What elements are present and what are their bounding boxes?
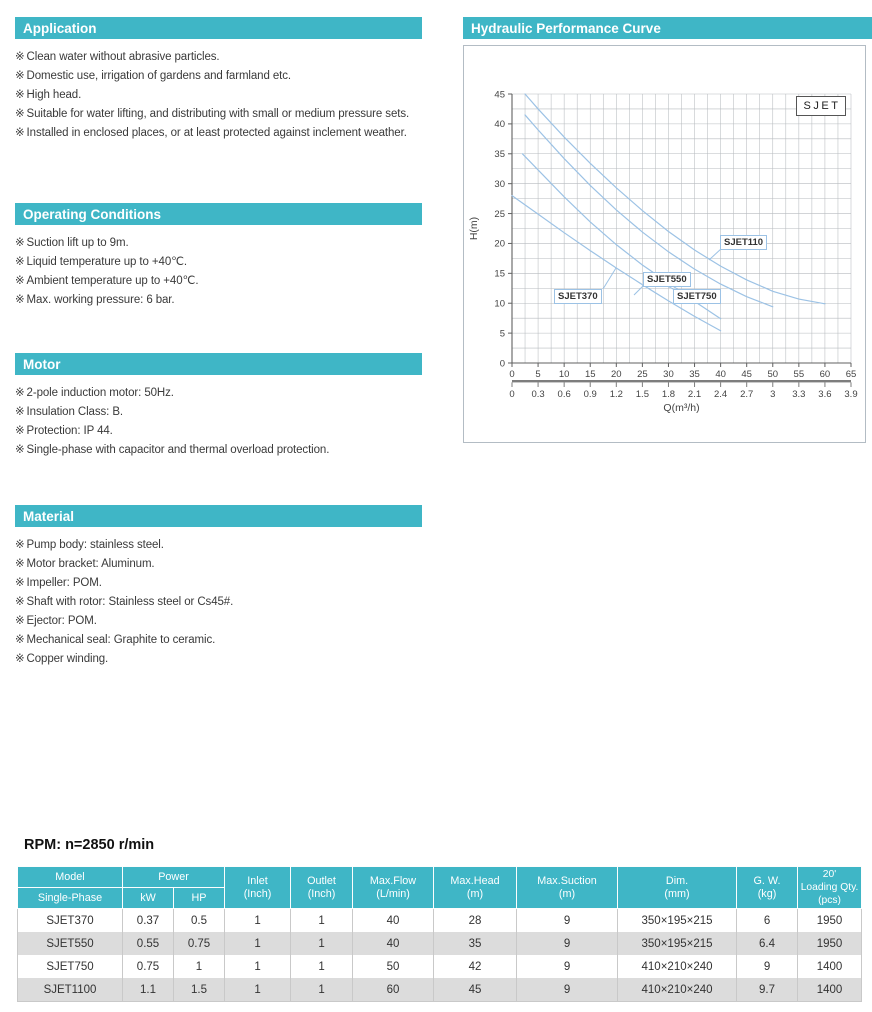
material-list (15, 536, 441, 669)
list-item (15, 48, 441, 67)
list-item-text: Impeller: POM. (26, 577, 102, 589)
table-cell: 1400 (798, 978, 862, 1002)
table-cell: 9 (517, 909, 618, 933)
list-item-text: Protection: IP 44. (26, 425, 113, 437)
list-item (15, 384, 441, 403)
list-item (15, 86, 441, 105)
table-cell: 6 (737, 909, 798, 933)
reference-mark: ※ (15, 539, 25, 551)
section-motor (15, 353, 422, 460)
col-max-suction-line2: (m) (558, 887, 576, 900)
col-power: Power (123, 867, 225, 888)
table-cell: 1 (225, 978, 291, 1002)
svg-text:35: 35 (494, 149, 505, 161)
list-item-text: Copper winding. (26, 653, 109, 665)
svg-text:25: 25 (494, 208, 505, 220)
table-cell: 1 (291, 978, 353, 1002)
table-cell: 40 (353, 909, 434, 933)
table-cell: 1950 (798, 909, 862, 933)
col-max-suction-line1: Max.Suction (537, 874, 597, 887)
reference-mark: ※ (15, 387, 25, 399)
list-item-text: Domestic use, irrigation of gardens and farmland etc. (26, 70, 291, 82)
table-cell: 60 (353, 978, 434, 1002)
list-item-text: Ejector: POM. (26, 615, 97, 627)
reference-mark: ※ (15, 444, 25, 456)
list-item-text: Insulation Class: B. (26, 406, 123, 418)
table-cell: 1.1 (123, 978, 174, 1002)
table-cell: 0.5 (174, 909, 225, 933)
svg-text:15: 15 (494, 268, 505, 280)
table-cell: 40 (353, 932, 434, 955)
chart-legend: SJET (796, 96, 846, 116)
table-cell: 9 (517, 932, 618, 955)
table-cell: 0.55 (123, 932, 174, 955)
col-gw (737, 867, 798, 909)
section-material (15, 505, 422, 669)
svg-text:55: 55 (793, 369, 805, 380)
table-cell: 42 (434, 955, 517, 978)
svg-text:0.3: 0.3 (531, 389, 545, 400)
reference-mark: ※ (15, 51, 25, 63)
col-max-head-line1: Max.Head (450, 874, 500, 887)
list-item-text: Motor bracket: Aluminum. (26, 558, 155, 570)
reference-mark: ※ (15, 406, 25, 418)
list-item (15, 650, 441, 669)
col-loading-qty (798, 867, 862, 909)
reference-mark: ※ (15, 653, 25, 665)
table-cell: SJET550 (18, 932, 123, 955)
list-item (15, 291, 441, 310)
col-max-suction (517, 867, 618, 909)
svg-text:0.6: 0.6 (557, 389, 571, 400)
application-list (15, 48, 441, 143)
col-max-head (434, 867, 517, 909)
svg-text:5: 5 (535, 369, 541, 380)
svg-text:20: 20 (494, 238, 505, 250)
table-cell: 0.37 (123, 909, 174, 933)
svg-text:3.9: 3.9 (844, 389, 858, 400)
col-loading-qty-line1: 20' (822, 869, 837, 880)
section-title-motor: Motor (15, 353, 422, 375)
col-max-flow (353, 867, 434, 909)
list-item (15, 593, 441, 612)
list-item (15, 67, 441, 86)
list-item (15, 631, 441, 650)
reference-mark: ※ (15, 275, 25, 287)
table-cell: 1.5 (174, 978, 225, 1002)
col-inlet-line1: Inlet (247, 874, 268, 887)
svg-text:H(m): H(m) (468, 216, 480, 241)
list-item-text: High head. (26, 89, 82, 101)
table-cell: 410×210×240 (618, 955, 737, 978)
table-cell: 1 (225, 932, 291, 955)
svg-text:2.4: 2.4 (714, 389, 728, 400)
table-cell: 0.75 (174, 932, 225, 955)
reference-mark: ※ (15, 615, 25, 627)
col-dim-line2: (mm) (664, 887, 690, 900)
svg-text:25: 25 (637, 369, 648, 380)
table-row (18, 932, 862, 955)
svg-text:50: 50 (767, 369, 779, 380)
svg-text:2.7: 2.7 (740, 389, 754, 400)
svg-text:30: 30 (663, 369, 674, 380)
reference-mark: ※ (15, 127, 25, 139)
table-cell: SJET750 (18, 955, 123, 978)
svg-text:1.8: 1.8 (661, 389, 676, 400)
svg-text:0.9: 0.9 (583, 389, 597, 400)
section-operating-conditions (15, 203, 422, 310)
table-cell: 28 (434, 909, 517, 933)
list-item (15, 105, 441, 124)
col-max-flow-line2: (L/min) (376, 887, 410, 900)
list-item-text: Liquid temperature up to +40℃. (26, 256, 188, 268)
reference-mark: ※ (15, 577, 25, 589)
svg-text:45: 45 (741, 369, 752, 380)
table-cell: 1400 (798, 955, 862, 978)
curve-label-sjet370: SJET370 (554, 289, 602, 304)
spec-table-header (18, 867, 862, 909)
table-cell: 350×195×215 (618, 909, 737, 933)
table-cell: 1 (225, 909, 291, 933)
svg-text:0: 0 (509, 369, 515, 380)
table-cell: 350×195×215 (618, 932, 737, 955)
svg-text:1.5: 1.5 (635, 389, 649, 400)
col-loading-qty-line3: (pcs) (818, 895, 841, 906)
svg-text:5: 5 (499, 328, 505, 340)
motor-list (15, 384, 441, 460)
table-cell: 50 (353, 955, 434, 978)
col-inlet (225, 867, 291, 909)
table-row (18, 978, 862, 1002)
list-item (15, 441, 441, 460)
list-item (15, 272, 441, 291)
list-item-text: Installed in enclosed places, or at least protected against inclement weather. (26, 127, 407, 139)
performance-chart (463, 45, 866, 443)
table-cell: 9 (737, 955, 798, 978)
table-cell: 35 (434, 932, 517, 955)
svg-text:0: 0 (509, 389, 515, 400)
reference-mark: ※ (15, 294, 25, 306)
section-title-application: Application (15, 17, 422, 39)
svg-text:2.1: 2.1 (687, 389, 702, 400)
list-item-text: Shaft with rotor: Stainless steel or Cs45#. (26, 596, 234, 608)
col-hp: HP (174, 888, 225, 909)
svg-text:20: 20 (611, 369, 622, 380)
svg-text:3.6: 3.6 (818, 389, 832, 400)
list-item-text: Max. working pressure: 6 bar. (26, 294, 175, 306)
table-row (18, 909, 862, 933)
col-gw-line2: (kg) (757, 887, 777, 900)
svg-text:1.2: 1.2 (609, 389, 623, 400)
list-item (15, 253, 441, 272)
table-row (18, 955, 862, 978)
reference-mark: ※ (15, 558, 25, 570)
svg-text:65: 65 (845, 369, 857, 380)
col-max-flow-line1: Max.Flow (369, 874, 417, 887)
col-max-head-line2: (m) (466, 887, 484, 900)
svg-text:Q(m³/h): Q(m³/h) (663, 402, 700, 414)
svg-text:10: 10 (558, 369, 570, 380)
reference-mark: ※ (15, 89, 25, 101)
table-cell: 45 (434, 978, 517, 1002)
list-item-text: Mechanical seal: Graphite to ceramic. (26, 634, 216, 646)
table-cell: SJET370 (18, 909, 123, 933)
list-item (15, 124, 441, 143)
col-gw-line1: G. W. (753, 874, 781, 887)
spec-table (17, 866, 862, 1002)
svg-text:30: 30 (494, 178, 505, 190)
reference-mark: ※ (15, 256, 25, 268)
reference-mark: ※ (15, 634, 25, 646)
col-loading-qty-line2: Loading Qty. (800, 882, 859, 893)
spec-table-body (18, 909, 862, 1002)
table-cell: 1 (174, 955, 225, 978)
section-title-operating-conditions: Operating Conditions (15, 203, 422, 225)
list-item-text: Single-phase with capacitor and thermal overload protection. (26, 444, 330, 456)
svg-text:3.3: 3.3 (792, 389, 806, 400)
list-item (15, 403, 441, 422)
col-dim (618, 867, 737, 909)
rpm-heading: RPM: n=2850 r/min (24, 837, 155, 853)
col-outlet-line2: (Inch) (307, 887, 336, 900)
svg-text:35: 35 (689, 369, 700, 380)
svg-text:40: 40 (494, 119, 505, 131)
list-item-text: Pump body: stainless steel. (26, 539, 164, 551)
table-cell: 1 (291, 932, 353, 955)
table-cell: 6.4 (737, 932, 798, 955)
col-inlet-line2: (Inch) (243, 887, 272, 900)
col-single-phase: Single-Phase (18, 888, 123, 909)
operating-conditions-list (15, 234, 441, 310)
table-cell: 9 (517, 978, 618, 1002)
svg-text:10: 10 (494, 298, 505, 310)
list-item (15, 574, 441, 593)
list-item (15, 422, 441, 441)
curve-label-sjet110: SJET110 (720, 235, 767, 250)
svg-text:45: 45 (494, 89, 505, 101)
svg-text:60: 60 (819, 369, 831, 380)
reference-mark: ※ (15, 596, 25, 608)
list-item-text: Suitable for water lifting, and distributing with small or medium pressure sets. (26, 108, 410, 120)
curve-label-sjet750: SJET750 (673, 289, 721, 304)
table-cell: 1 (291, 909, 353, 933)
col-model: Model (18, 867, 123, 888)
list-item (15, 612, 441, 631)
curve-label-sjet550: SJET550 (643, 272, 691, 287)
list-item (15, 536, 441, 555)
list-item-text: Clean water without abrasive particles. (26, 51, 220, 63)
list-item-text: Suction lift up to 9m. (26, 237, 129, 249)
section-title-hydraulic-performance-curve: Hydraulic Performance Curve (463, 17, 872, 39)
section-application (15, 17, 422, 143)
table-cell: 9 (517, 955, 618, 978)
col-dim-line1: Dim. (665, 874, 689, 887)
table-cell: 410×210×240 (618, 978, 737, 1002)
svg-text:15: 15 (584, 369, 596, 380)
svg-text:3: 3 (770, 389, 776, 400)
table-cell: SJET1100 (18, 978, 123, 1002)
list-item-text: 2-pole induction motor: 50Hz. (26, 387, 174, 399)
table-cell: 9.7 (737, 978, 798, 1002)
table-cell: 0.75 (123, 955, 174, 978)
section-title-material: Material (15, 505, 422, 527)
reference-mark: ※ (15, 108, 25, 120)
list-item (15, 555, 441, 574)
list-item (15, 234, 441, 253)
reference-mark: ※ (15, 70, 25, 82)
col-kw: kW (123, 888, 174, 909)
reference-mark: ※ (15, 237, 25, 249)
col-outlet-line1: Outlet (307, 874, 336, 887)
table-cell: 1950 (798, 932, 862, 955)
reference-mark: ※ (15, 425, 25, 437)
table-cell: 1 (225, 955, 291, 978)
col-outlet (291, 867, 353, 909)
table-cell: 1 (291, 955, 353, 978)
list-item-text: Ambient temperature up to +40℃. (26, 275, 199, 287)
svg-text:40: 40 (715, 369, 726, 380)
svg-text:0: 0 (499, 358, 505, 370)
